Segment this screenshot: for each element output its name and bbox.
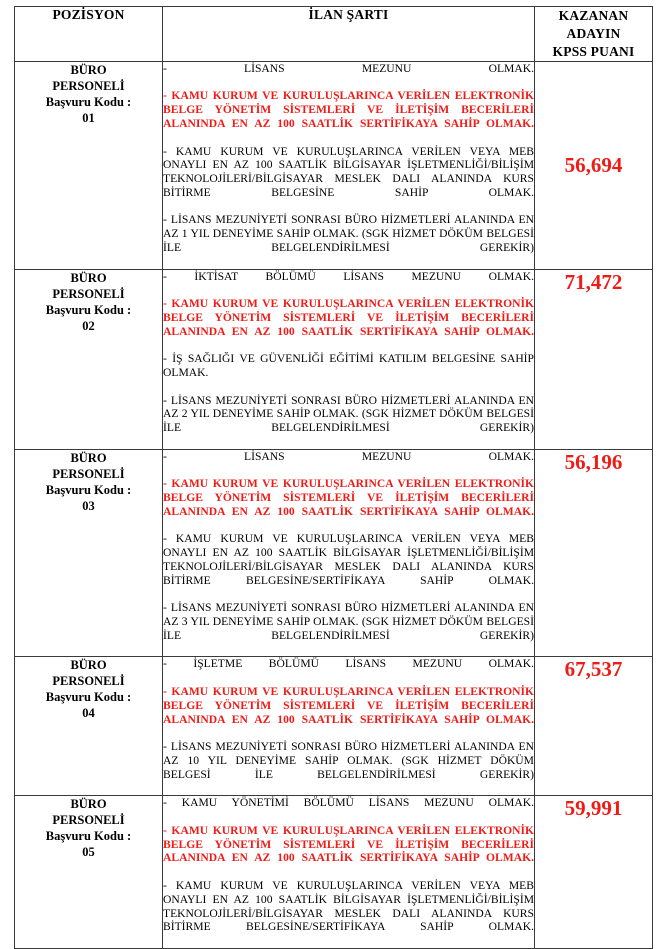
header-cell-position (15, 7, 163, 62)
condition-item: - LİSANS MEZUNİYETİ SONRASI BÜRO HİZMETLERİ ALANINDA EN AZ 2 YIL DENEYİME SAHİP OLMAK. (SGK HİZMET DÖKÜM BELGESİ İLE BELGELENDİRİLMESİ GEREKİR) (163, 393, 534, 435)
condition-item: - LİSANS MEZUNİYETİ SONRASI BÜRO HİZMETLERİ ALANINDA EN AZ 10 YIL DENEYİME SAHİP OLMAK. (SGK HİZMET DÖKÜM BELGESİ İLE BELGELENDİRİLMESİ GEREKİR) (163, 740, 534, 781)
position-title-line1: BÜRO (70, 658, 107, 673)
kpss-score-value: 56,694 (564, 152, 623, 177)
condition-cell (163, 657, 535, 796)
condition-cell (163, 269, 535, 449)
condition-cell (163, 796, 535, 949)
condition-item: - LİSANS MEZUNU OLMAK. (163, 449, 534, 463)
condition-item: - LİSANS MEZUNU OLMAK. (163, 61, 534, 75)
position-code: 02 (82, 318, 95, 333)
condition-item: - KAMU KURUM VE KURULUŞLARINCA VERİLEN ELEKTRONİK BELGE YÖNETİM SİSTEMLERİ VE İLETİŞİM BECERİLERİ ALANINDA EN AZ 100 SAATLİK SERTİFİKAYA SAHİP OLMAK. (163, 823, 534, 865)
position-code: 04 (82, 706, 95, 721)
position-title-line1: BÜRO (70, 797, 107, 812)
position-cell (15, 269, 163, 449)
kpss-score-cell (535, 796, 653, 949)
kpss-score-cell (535, 657, 653, 796)
position-code-label: Başvuru Kodu : (45, 94, 132, 109)
kpss-score-cell (535, 61, 653, 269)
position-title-line1: BÜRO (70, 62, 107, 77)
table-header (15, 7, 653, 62)
condition-item: - KAMU KURUM VE KURULUŞLARINCA VERİLEN ELEKTRONİK BELGE YÖNETİM SİSTEMLERİ VE İLETİŞİM BECERİLERİ ALANINDA EN AZ 100 SAATLİK SERTİFİKAYA SAHİP OLMAK. (163, 89, 534, 130)
condition-item: - KAMU KURUM VE KURULUŞLARINCA VERİLEN ELEKTRONİK BELGE YÖNETİM SİSTEMLERİ VE İLETİŞİM BECERİLERİ ALANINDA EN AZ 100 SAATLİK SERTİFİKAYA SAHİP OLMAK. (163, 477, 534, 518)
header-cell-condition (163, 7, 535, 62)
condition-item: - KAMU YÖNETİMİ BÖLÜMÜ LİSANS MEZUNU OLMAK. (163, 796, 534, 810)
position-code-label: Başvuru Kodu : (45, 482, 132, 497)
header-label-score-line3: KPSS PUANI (552, 43, 635, 59)
table-row (15, 269, 653, 449)
kpss-score-value: 71,472 (564, 269, 623, 294)
position-title-line1: BÜRO (70, 270, 107, 285)
table-row (15, 61, 653, 269)
position-title-line1: BÜRO (70, 450, 107, 465)
condition-item: - KAMU KURUM VE KURULUŞLARINCA VERİLEN ELEKTRONİK BELGE YÖNETİM SİSTEMLERİ VE İLETİŞİM BECERİLERİ ALANINDA EN AZ 100 SAATLİK SERTİFİKAYA SAHİP OLMAK. (163, 297, 534, 338)
table-row (15, 657, 653, 796)
table-body (15, 61, 653, 948)
position-title-line2: PERSONELİ (52, 78, 125, 93)
condition-item: - KAMU KURUM VE KURULUŞLARINCA VERİLEN ELEKTRONİK BELGE YÖNETİM SİSTEMLERİ VE İLETİŞİM BECERİLERİ ALANINDA EN AZ 100 SAATLİK SERTİFİKAYA SAHİP OLMAK. (163, 685, 534, 726)
condition-item: - KAMU KURUM VE KURULUŞLARINCA VERİLEN VEYA MEB ONAYLI EN AZ 100 SAATLİK BİLGİSAYAR İŞLETMENLİĞİ/BİLİŞİM TEKNOLOJİLERİ/BİLGİSAYAR MESLEK DALI ALANINDA KURS BİTİRME BELGESİNE/SERTİFİKAYA SAHİP OLMAK. (163, 878, 534, 934)
condition-item: - KAMU KURUM VE KURULUŞLARINCA VERİLEN VEYA MEB ONAYLI EN AZ 100 SAATLİK BİLGİSAYAR İŞLETMENLİĞİ/BİLİŞİM TEKNOLOJİLERİ/BİLGİSAYAR MESLEK DALI ALANINDA KURS BİTİRME BELGESİNE/SERTİFİKAYA SAHİP OLMAK. (163, 532, 534, 587)
condition-item: - LİSANS MEZUNİYETİ SONRASI BÜRO HİZMETLERİ ALANINDA EN AZ 1 YIL DENEYİME SAHİP OLMAK. (SGK HİZMET DÖKÜM BELGESİ İLE BELGELENDİRİLMESİ GEREKİR) (163, 213, 534, 255)
position-code: 03 (82, 498, 95, 513)
position-title-line2: PERSONELİ (52, 813, 125, 828)
header-cell-score (535, 7, 653, 62)
header-label-score-line1: KAZANAN (558, 8, 629, 23)
header-label-score-line2: ADAYIN (566, 25, 621, 41)
position-title-line2: PERSONELİ (52, 674, 125, 689)
position-cell (15, 61, 163, 269)
table-row (15, 796, 653, 949)
condition-item: - İŞ SAĞLIĞI VE GÜVENLİĞİ EĞİTİMİ KATILIM BELGESİNE SAHİP OLMAK. (163, 352, 534, 380)
table-row (15, 449, 653, 657)
position-code: 01 (82, 110, 95, 125)
positions-table (14, 6, 653, 949)
kpss-score-cell (535, 449, 653, 657)
condition-item: - KAMU KURUM VE KURULUŞLARINCA VERİLEN VEYA MEB ONAYLI EN AZ 100 SAATLİK BİLGİSAYAR İŞLETMENLİĞİ/BİLİŞİM TEKNOLOJİLERİ/BİLGİSAYAR MESLEK DALI ALANINDA KURS BİTİRME BELGESİNE SAHİP OLMAK. (163, 144, 534, 199)
kpss-score-value: 67,537 (564, 657, 623, 682)
position-code-label: Başvuru Kodu : (45, 302, 132, 317)
position-code-label: Başvuru Kodu : (45, 829, 132, 844)
condition-item: - İKTİSAT BÖLÜMÜ LİSANS MEZUNU OLMAK. (163, 269, 534, 283)
header-label-condition: İLAN ŞARTI (308, 7, 389, 22)
kpss-score-value: 59,991 (564, 796, 623, 821)
condition-cell (163, 61, 535, 269)
condition-cell (163, 449, 535, 657)
position-code-label: Başvuru Kodu : (45, 690, 132, 705)
position-title-line2: PERSONELİ (52, 286, 125, 301)
kpss-score-cell (535, 269, 653, 449)
position-title-line2: PERSONELİ (52, 466, 125, 481)
kpss-score-value: 56,196 (564, 449, 623, 474)
position-cell (15, 796, 163, 949)
condition-item: - İŞLETME BÖLÜMÜ LİSANS MEZUNU OLMAK. (163, 657, 534, 671)
header-row (15, 7, 653, 62)
condition-item: - LİSANS MEZUNİYETİ SONRASI BÜRO HİZMETLERİ ALANINDA EN AZ 3 YIL DENEYİME SAHİP OLMAK. (SGK HİZMET DÖKÜM BELGESİ İLE BELGELENDİRİLMESİ GEREKİR) (163, 601, 534, 642)
position-code: 05 (82, 845, 95, 860)
position-cell (15, 449, 163, 657)
header-label-position: POZİSYON (52, 7, 125, 22)
position-cell (15, 657, 163, 796)
